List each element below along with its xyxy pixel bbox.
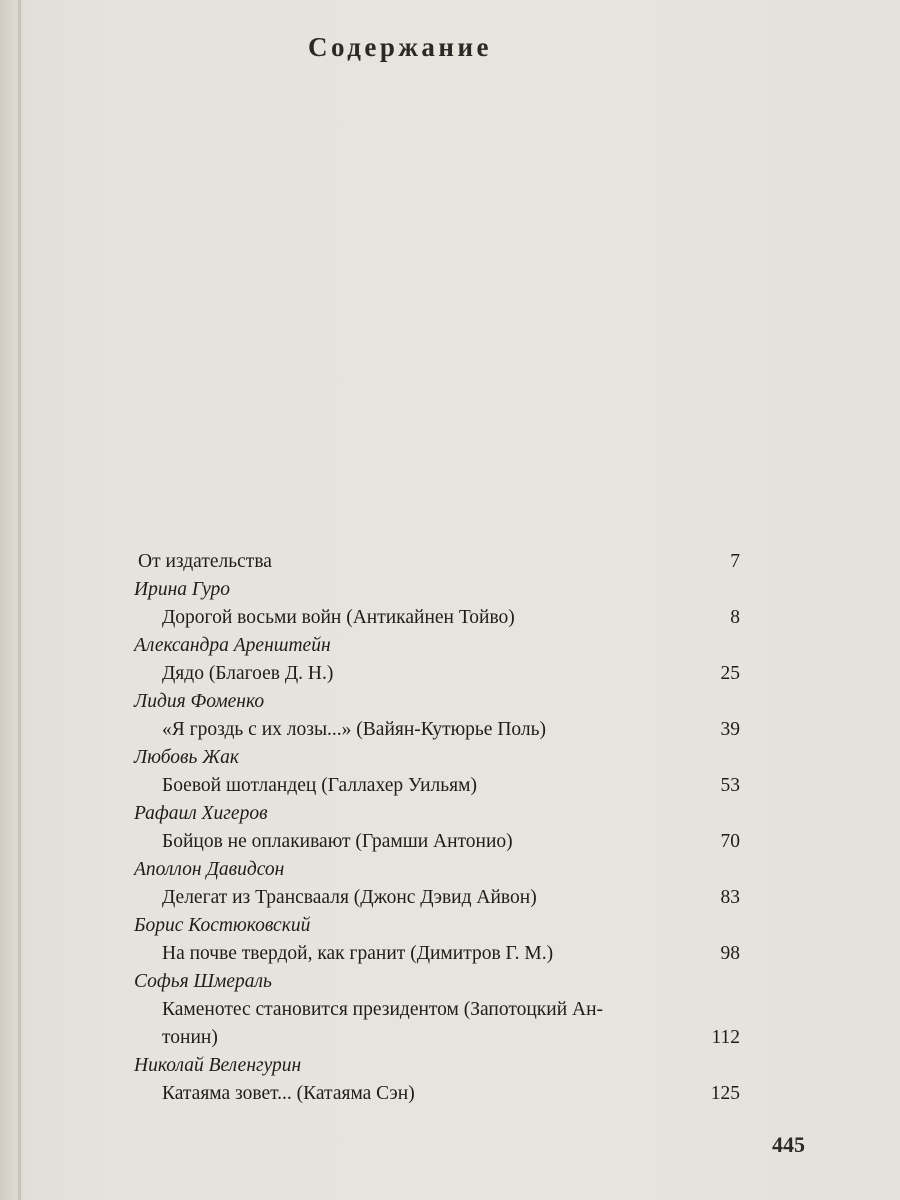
author-name: Рафаил Хигеров bbox=[134, 803, 268, 824]
work-title: Боевой шотландец (Галлахер Уильям) bbox=[162, 775, 477, 796]
page-folio-number: 445 bbox=[772, 1132, 805, 1157]
toc-author bbox=[130, 744, 770, 772]
toc-author bbox=[130, 576, 770, 604]
toc-author bbox=[130, 968, 770, 996]
author-name: Ирина Гуро bbox=[134, 579, 231, 600]
toc-author bbox=[130, 800, 770, 828]
work-title: Катаяма зовет... (Катаяма Сэн) bbox=[162, 1083, 415, 1104]
toc-entry bbox=[130, 828, 770, 856]
toc-entry bbox=[130, 772, 770, 800]
toc-author bbox=[130, 688, 770, 716]
toc-page-number: 98 bbox=[720, 943, 740, 964]
toc-entry bbox=[130, 1080, 770, 1108]
page-title: Содержание bbox=[307, 32, 493, 62]
work-title-line-2: тонин) bbox=[162, 1027, 218, 1048]
author-name: Лидия Фоменко bbox=[134, 691, 265, 712]
toc-page-number: 53 bbox=[720, 775, 740, 796]
toc-author bbox=[130, 632, 770, 660]
toc-entry bbox=[130, 1024, 770, 1052]
work-title: «Я гроздь с их лозы...» (Вайян-Кутюрье Поль) bbox=[162, 719, 547, 740]
toc-page-number: 83 bbox=[720, 887, 740, 908]
toc-entry bbox=[130, 660, 770, 688]
toc-author bbox=[130, 1052, 770, 1080]
work-title: На почве твердой, как гранит (Димитров Г. М.) bbox=[162, 943, 554, 964]
toc-page-number: 70 bbox=[720, 831, 740, 852]
toc-page-number: 125 bbox=[710, 1083, 740, 1104]
toc-page-number: 7 bbox=[730, 551, 740, 572]
page-edge bbox=[18, 0, 21, 1200]
toc-author bbox=[130, 856, 770, 884]
toc-page-number: 25 bbox=[720, 663, 740, 684]
author-name: Аполлон Давидсон bbox=[134, 859, 285, 880]
toc-entry bbox=[130, 996, 770, 1024]
author-name: Борис Костюковский bbox=[134, 915, 311, 936]
toc-entry bbox=[130, 940, 770, 968]
work-title: Дорогой восьми войн (Антикайнен Тойво) bbox=[162, 607, 515, 628]
toc-entry bbox=[130, 604, 770, 632]
toc-author bbox=[130, 912, 770, 940]
author-name: Софья Шмераль bbox=[134, 971, 272, 992]
toc-entry bbox=[130, 716, 770, 744]
toc-page-number: 8 bbox=[730, 607, 740, 628]
work-title: Делегат из Трансвааля (Джонс Дэвид Айвон) bbox=[162, 887, 537, 908]
work-title: Бойцов не оплакивают (Грамши Антонио) bbox=[162, 831, 513, 852]
toc-entry bbox=[130, 884, 770, 912]
toc-page-number: 112 bbox=[711, 1027, 740, 1048]
toc-preface-title: От издательства bbox=[138, 551, 272, 572]
author-name: Николай Веленгурин bbox=[134, 1055, 302, 1076]
author-name: Любовь Жак bbox=[134, 747, 239, 768]
toc-entry-preface bbox=[130, 548, 770, 576]
work-title-line-1: Каменотес становится президентом (Запотоцкий Ан- bbox=[162, 999, 604, 1020]
author-name: Александра Аренштейн bbox=[134, 635, 331, 656]
toc-page-number: 39 bbox=[720, 719, 740, 740]
table-of-contents bbox=[130, 548, 770, 1108]
work-title: Дядо (Благоев Д. Н.) bbox=[162, 663, 334, 684]
